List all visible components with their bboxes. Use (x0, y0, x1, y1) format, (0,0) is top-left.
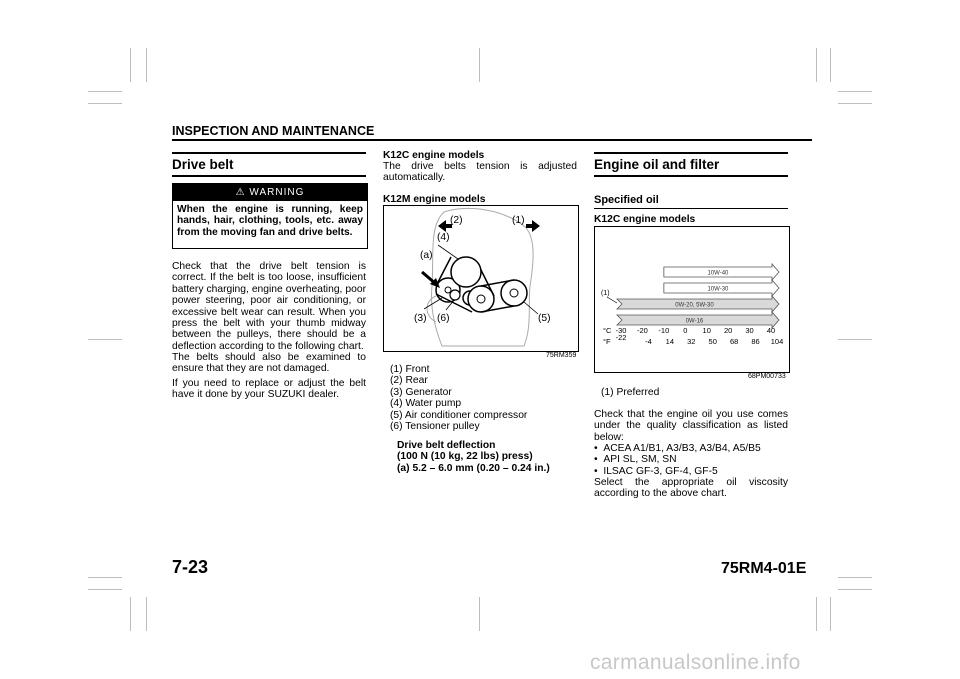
viscosity-label: 0W-20, 5W-30 (675, 302, 714, 309)
callout-6: (6) (437, 313, 450, 324)
celsius-tick-label: 10 (702, 326, 711, 335)
leader-3 (424, 298, 442, 309)
legend-item: (3) Generator (390, 386, 452, 398)
oil-chart-heading: K12C engine models (594, 214, 696, 225)
water-pump-pulley (451, 257, 481, 287)
legend-item: (6) Tensioner pulley (390, 421, 480, 433)
oil-spec-2: API SL, SM, SN (603, 454, 677, 466)
viscosity-label: 10W-30 (707, 286, 729, 293)
warning-text: When the engine is running, keep hands, hair, clothing, tools, etc. away from the moving fan and drive belts. (177, 204, 363, 238)
belt-diagram-svg (384, 206, 578, 351)
page-number: 7-23 (172, 557, 209, 577)
celsius-tick-label: 30 (745, 326, 754, 335)
list-item: • API SL, SM, SN (594, 454, 677, 466)
viscosity-label: 0W-16 (685, 318, 704, 325)
fahrenheit-tick-label: 32 (687, 337, 696, 346)
spec-line2: (100 N (10 kg, 22 lbs) press) (397, 451, 533, 463)
oil-figure-id: 68PM00733 (748, 373, 786, 380)
oil-section-rule-bottom (594, 175, 788, 177)
oil-chart-svg (595, 227, 789, 372)
drive-belt-para1: Check that the drive belt tension is correct. If the belt is too loose, insufficient battery charging, engine overheating, poor power steering, poor air conditioning, or excessive belt wear can result. When you press the belt with your thumb midway between the pulleys, there should be a deflection according to the following chart. (172, 261, 366, 352)
belt-diagram (383, 205, 579, 352)
ac-compressor-pulley (501, 280, 527, 306)
page-header-title: INSPECTION AND MAINTENANCE (172, 124, 375, 138)
fahrenheit-unit: °F (603, 337, 611, 346)
callout-1: (1) (512, 215, 525, 226)
k12m-heading: K12M engine models (383, 194, 486, 205)
callout-5: (5) (538, 313, 551, 324)
oil-closing-text: Select the appropriate oil viscosity according to the above chart. (594, 477, 788, 500)
fahrenheit-tick-label: -22 (615, 333, 627, 342)
fahrenheit-tick-label: 86 (751, 337, 760, 346)
legend-item: (1) Front (390, 364, 430, 375)
oil-viscosity-chart (594, 226, 790, 373)
belt-figure-id: 75RM359 (546, 352, 577, 359)
legend-item: (4) Water pump (390, 398, 462, 410)
list-item: • ILSAC GF-3, GF-4, GF-5 (594, 465, 718, 477)
header-rule (172, 139, 812, 141)
spec-line3: (a) 5.2 – 6.0 mm (0.20 – 0.24 in.) (397, 462, 550, 474)
celsius-tick-label: -20 (637, 326, 648, 335)
crank-pulley (468, 286, 494, 312)
oil-spec-1: ACEA A1/B1, A3/B3, A3/B4, A5/B5 (603, 443, 761, 454)
celsius-tick-label: 20 (723, 326, 733, 335)
list-item: • ACEA A1/B1, A3/B3, A3/B4, A5/B5 (594, 443, 761, 454)
leader-5 (524, 302, 538, 314)
specified-oil-rule (594, 208, 788, 209)
fahrenheit-tick-label: 14 (665, 337, 675, 346)
legend-item: (2) Rear (390, 375, 428, 387)
celsius-unit: °C (603, 326, 612, 335)
engine-oil-title: Engine oil and filter (594, 157, 720, 172)
callout-3: (3) (414, 313, 427, 324)
document-code: 75RM4-01E (721, 560, 807, 577)
preferred-marker: (1) (601, 290, 610, 297)
warning-icon: ⚠ (235, 187, 250, 198)
oil-spec-list (594, 443, 788, 477)
warning-header (173, 184, 367, 201)
k12c-belt-heading: K12C engine models (383, 150, 485, 161)
drive-belt-title: Drive belt (172, 157, 234, 172)
celsius-tick-label: -10 (658, 326, 670, 335)
engine-outline (431, 208, 533, 346)
callout-4: (4) (437, 232, 450, 243)
oil-section-rule-top (594, 152, 788, 154)
watermark: carmanualsonline.info (590, 651, 801, 674)
specified-oil-subtitle: Specified oil (594, 194, 659, 206)
leader-4 (438, 245, 458, 259)
callout-a: (a) (420, 250, 433, 261)
drive-belt-para3: If you need to replace or adjust the belt have it done by your SUZUKI dealer. (172, 378, 366, 401)
fahrenheit-tick-label: 50 (708, 337, 717, 346)
callout-2: (2) (450, 215, 463, 226)
section-rule-top (172, 152, 366, 154)
deflection-spec (397, 440, 550, 474)
fahrenheit-tick-label: 68 (729, 337, 739, 346)
celsius-tick-label: 0 (683, 326, 688, 335)
section-rule-bottom (172, 175, 366, 177)
viscosity-label: 10W-40 (707, 270, 729, 277)
oil-spec-3: ILSAC GF-3, GF-4, GF-5 (603, 465, 718, 477)
legend-item: (5) Air conditioner compressor (390, 409, 528, 421)
k12c-belt-text: The drive belts tension is adjusted automatically. (383, 161, 577, 184)
preferred-note: (1) Preferred (601, 387, 660, 398)
spec-title: Drive belt deflection (397, 440, 496, 451)
celsius-tick-label: 40 (766, 326, 776, 335)
tensioner-pulley (450, 290, 460, 300)
celsius-tick-label: -30 (615, 326, 627, 335)
fahrenheit-tick-label: -4 (645, 337, 652, 346)
warning-label: WARNING (249, 187, 305, 198)
preferred-leader (607, 297, 617, 303)
fahrenheit-tick-label: 104 (770, 337, 784, 346)
belt-legend (390, 364, 527, 432)
warning-box (172, 183, 368, 249)
oil-body-text: Check that the engine oil you use comes under the quality classification as listed below: (594, 409, 788, 443)
drive-belt-para2: The belts should also be examined to ensure that they are not damaged. (172, 352, 366, 375)
